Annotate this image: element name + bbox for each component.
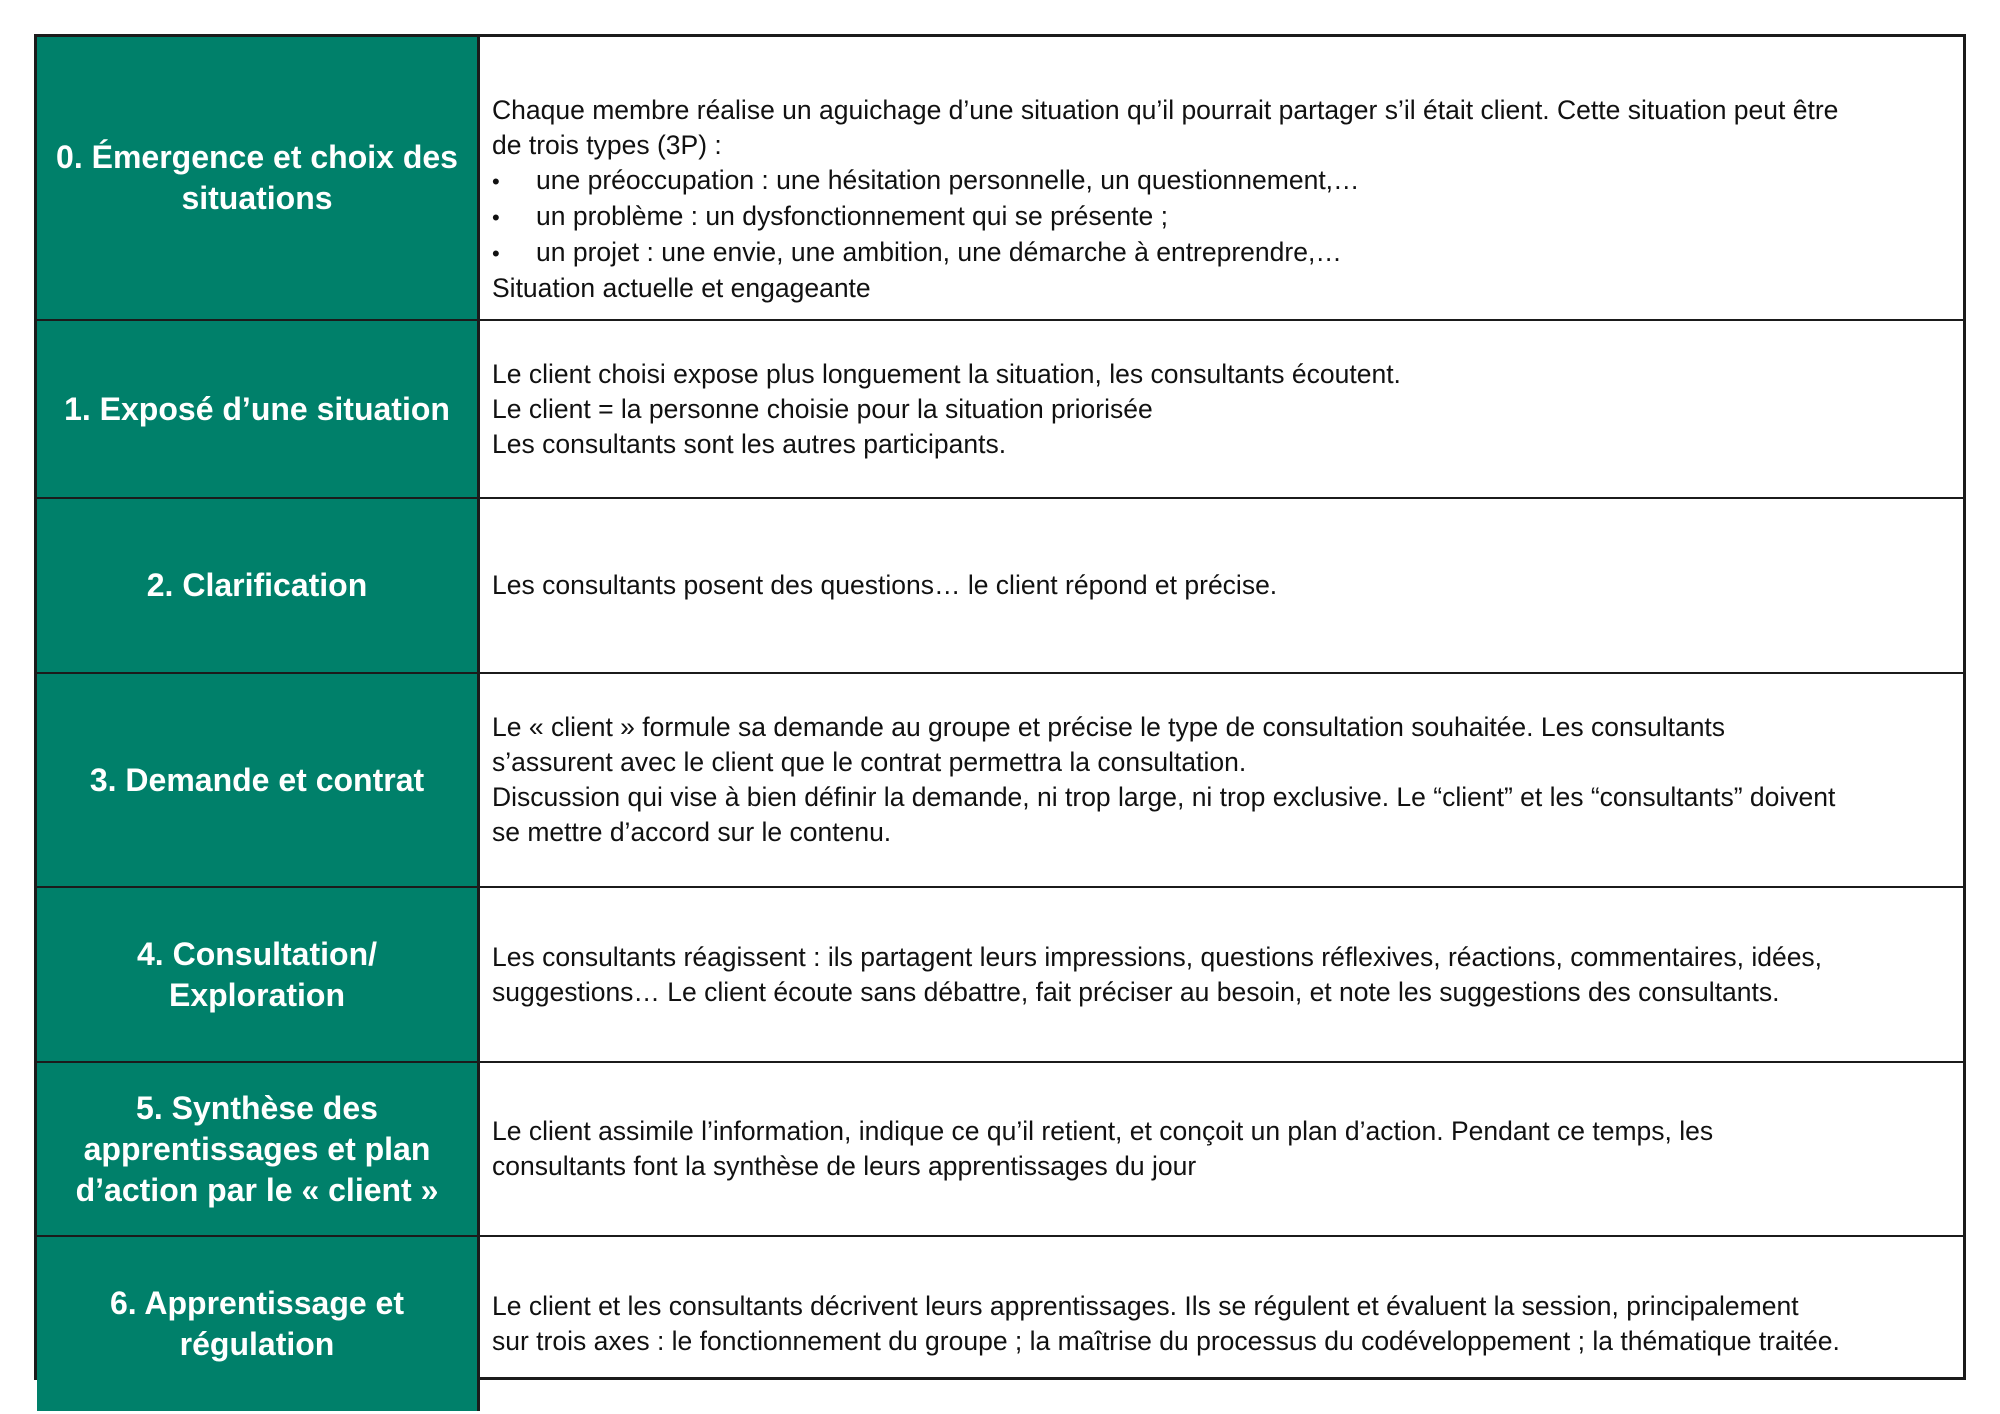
step-title: 3. Demande et contrat	[89, 761, 425, 798]
description-line: Les consultants sont les autres participants.	[492, 428, 1007, 459]
bullet-icon: •	[492, 169, 500, 194]
description-line: Les consultants posent des questions… le client répond et précise.	[492, 570, 1278, 600]
description-cell-2	[480, 499, 1963, 674]
description-line: s’assurent avec le client que le contrat permettra la consultation.	[492, 747, 1247, 777]
step-cell-3	[37, 674, 480, 888]
step-title: 4. Consultation/ Exploration	[137, 935, 377, 1013]
step-cell-0	[37, 37, 480, 321]
description-cell-4	[480, 888, 1963, 1063]
bullet-text: un projet : une envie, une ambition, une démarche à entreprendre,…	[536, 237, 1342, 267]
description-line: de trois types (3P) :	[492, 130, 722, 160]
description-line: Chaque membre réalise un aguichage d’une situation qu’il pourrait partager s’il était client. Cette situation peut être	[492, 95, 1839, 125]
step-cell-5	[37, 1063, 480, 1237]
bullet-item	[492, 163, 1953, 199]
description-cell-5	[480, 1063, 1963, 1237]
bullet-text: un problème : un dysfonctionnement qui se présente ;	[536, 201, 1168, 231]
step-cell-4	[37, 888, 480, 1063]
bullet-item	[492, 235, 1953, 271]
description-line: Le client assimile l’information, indique ce qu’il retient, et conçoit un plan d’action. Pendant ce temps, les	[492, 1116, 1714, 1146]
description-line: Situation actuelle et engageante	[492, 273, 871, 303]
description-line: Le « client » formule sa demande au groupe et précise le type de consultation souhaitée. Les consultants	[492, 712, 1726, 742]
step-title: 0. Émergence et choix des situations	[56, 139, 458, 216]
description-line: sur trois axes : le fonctionnement du groupe ; la maîtrise du processus du codéveloppement ; la thématique traitée.	[492, 1326, 1840, 1356]
bullet-icon: •	[492, 205, 500, 230]
step-cell-2	[37, 499, 480, 674]
step-title: 1. Exposé d’une situation	[64, 390, 450, 427]
bullet-text: une préoccupation : une hésitation personnelle, un questionnement,…	[536, 165, 1360, 195]
description-cell-1	[480, 321, 1963, 499]
description-line: suggestions… Le client écoute sans débattre, fait préciser au besoin, et note les suggestions des consultants.	[492, 976, 1780, 1007]
step-title: 6. Apprentissage et régulation	[109, 1285, 404, 1362]
process-table	[34, 34, 1966, 1380]
description-cell-3	[480, 674, 1963, 888]
bullet-icon: •	[492, 241, 500, 266]
step-cell-6	[37, 1237, 480, 1411]
description-line: Le client = la personne choisie pour la situation priorisée	[492, 393, 1153, 424]
description-line: Le client et les consultants décrivent leurs apprentissages. Ils se régulent et évaluent la session, principalement	[492, 1291, 1799, 1321]
description-line: se mettre d’accord sur le contenu.	[492, 817, 892, 847]
description-line: Le client choisi expose plus longuement la situation, les consultants écoutent.	[492, 358, 1401, 389]
step-title: 2. Clarification	[146, 567, 368, 603]
description-line: Les consultants réagissent : ils partagent leurs impressions, questions réflexives, réactions, commentaires, idées,	[492, 941, 1823, 972]
bullet-item	[492, 199, 1953, 235]
description-line: consultants font la synthèse de leurs apprentissages du jour	[492, 1151, 1197, 1181]
step-cell-1	[37, 321, 480, 499]
step-title: 5. Synthèse des apprentissages et plan d’action par le « client »	[75, 1089, 439, 1208]
description-cell-0	[480, 37, 1963, 321]
description-line: Discussion qui vise à bien définir la demande, ni trop large, ni trop exclusive. Le “client” et les “consultants” doivent	[492, 782, 1836, 812]
description-cell-6	[480, 1237, 1963, 1411]
